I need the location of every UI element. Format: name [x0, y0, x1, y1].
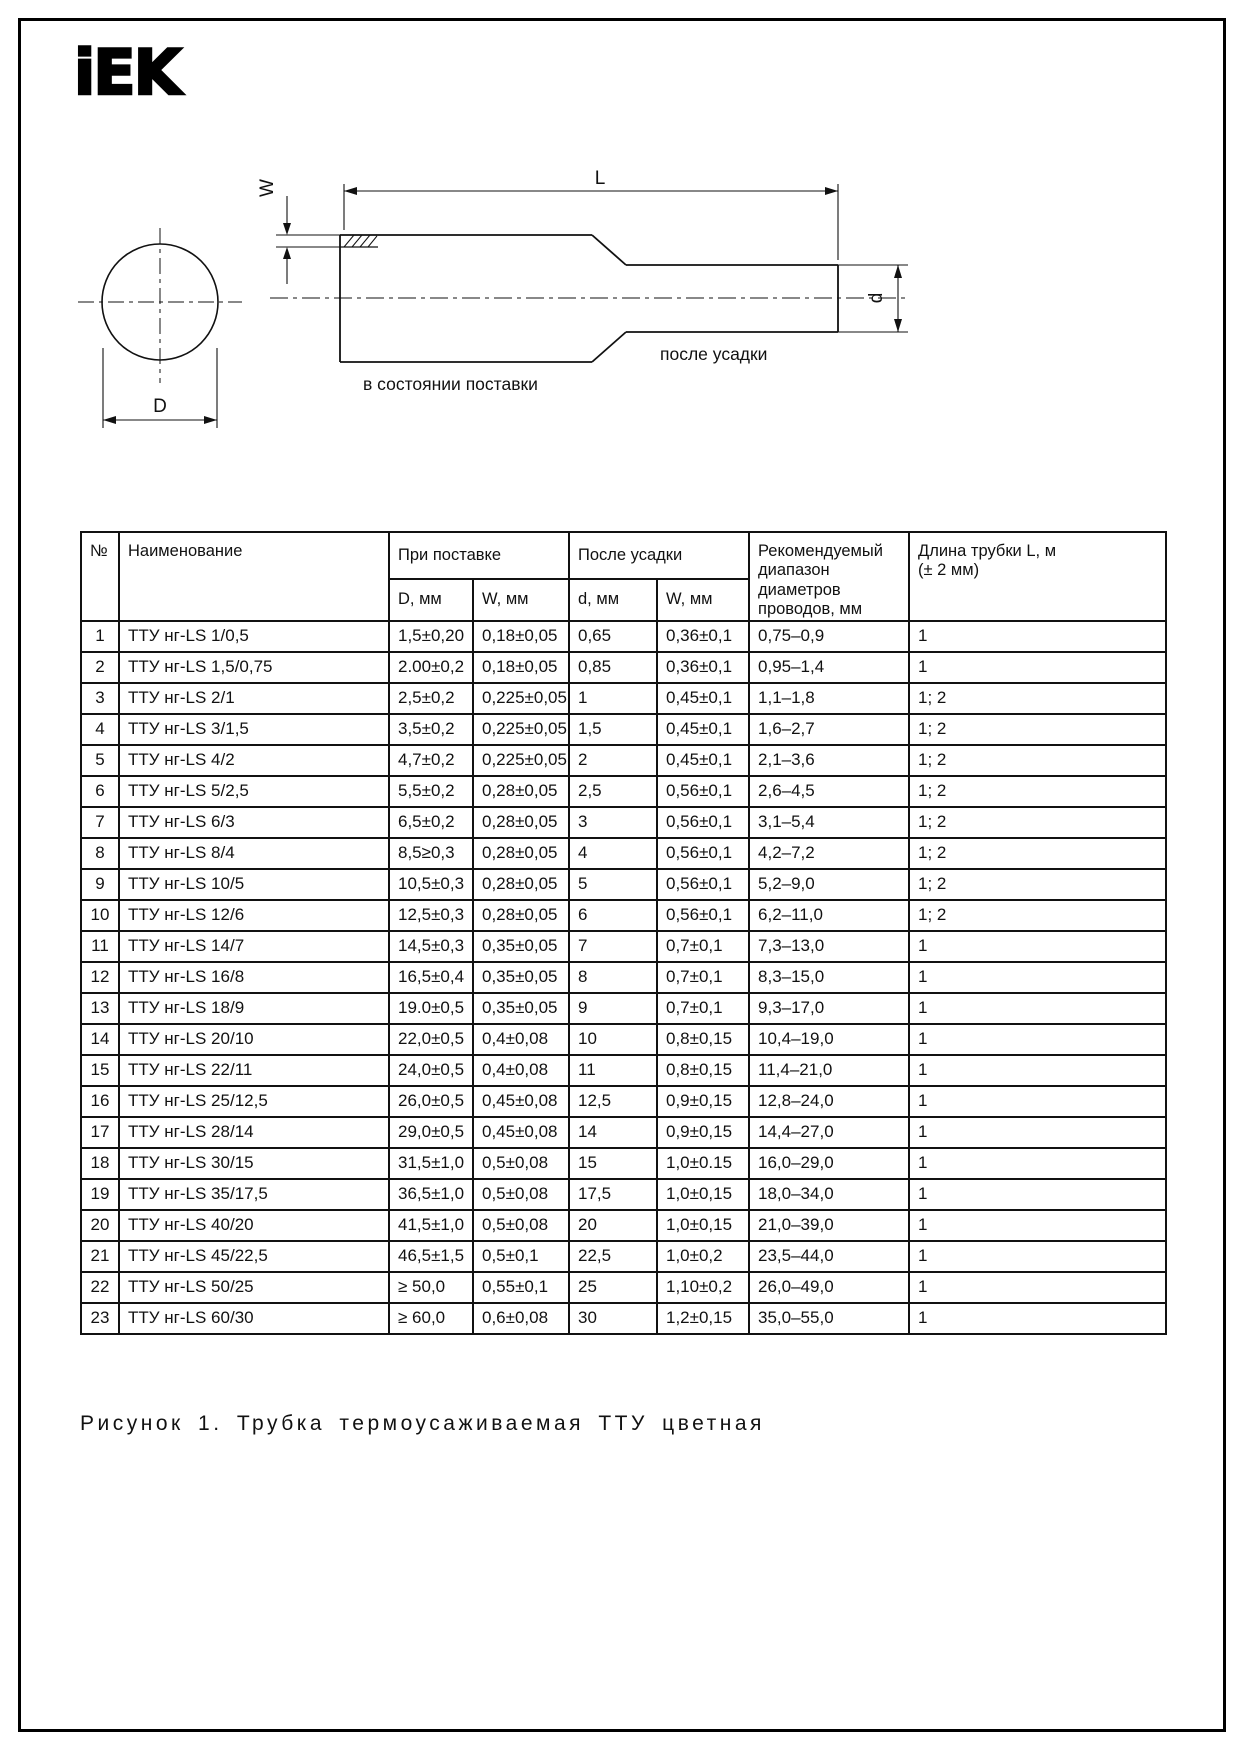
cell-length: 1; 2 — [909, 745, 1166, 776]
dimension-L — [344, 184, 838, 260]
cell-supply-w: 0,5±0,1 — [473, 1241, 569, 1272]
cell-supply-w: 0,4±0,08 — [473, 1024, 569, 1055]
cell-range: 0,75–0,9 — [749, 621, 909, 652]
table-row — [81, 1024, 1166, 1055]
table-row — [81, 1055, 1166, 1086]
table-row — [81, 900, 1166, 931]
cell-num: 11 — [81, 931, 119, 962]
cell-shrunk-d: 14 — [569, 1117, 657, 1148]
cell-shrunk-w: 1,0±0,15 — [657, 1210, 749, 1241]
cell-length: 1 — [909, 1086, 1166, 1117]
spec-table-head — [81, 532, 1166, 621]
cell-supply-w: 0,55±0,1 — [473, 1272, 569, 1303]
cell-shrunk-d: 20 — [569, 1210, 657, 1241]
cell-range: 14,4–27,0 — [749, 1117, 909, 1148]
cell-name: ТТУ нг-LS 22/11 — [119, 1055, 389, 1086]
cell-supply-w: 0,225±0,05 — [473, 683, 569, 714]
cell-num: 17 — [81, 1117, 119, 1148]
cell-num: 22 — [81, 1272, 119, 1303]
cell-name: ТТУ нг-LS 18/9 — [119, 993, 389, 1024]
table-row — [81, 776, 1166, 807]
cell-num: 15 — [81, 1055, 119, 1086]
iek-logo: iEK — [74, 36, 180, 109]
cell-supply-w: 0,18±0,05 — [473, 652, 569, 683]
cell-supply-w: 0,18±0,05 — [473, 621, 569, 652]
cell-shrunk-d: 10 — [569, 1024, 657, 1055]
tube-drawing-svg — [60, 148, 960, 448]
cell-shrunk-d: 0,85 — [569, 652, 657, 683]
cell-name: ТТУ нг-LS 28/14 — [119, 1117, 389, 1148]
cell-name: ТТУ нг-LS 14/7 — [119, 931, 389, 962]
label-d: d — [866, 292, 887, 304]
cell-length: 1 — [909, 1303, 1166, 1334]
cell-length: 1 — [909, 1024, 1166, 1055]
cell-length: 1; 2 — [909, 900, 1166, 931]
cell-num: 2 — [81, 652, 119, 683]
cell-range: 18,0–34,0 — [749, 1179, 909, 1210]
cell-length: 1 — [909, 931, 1166, 962]
cell-num: 1 — [81, 621, 119, 652]
cell-shrunk-d: 25 — [569, 1272, 657, 1303]
cell-length: 1; 2 — [909, 776, 1166, 807]
cell-num: 23 — [81, 1303, 119, 1334]
spec-table-body — [81, 621, 1166, 1334]
cell-supply-d: 6,5±0,2 — [389, 807, 473, 838]
cell-name: ТТУ нг-LS 30/15 — [119, 1148, 389, 1179]
table-row — [81, 931, 1166, 962]
cell-supply-w: 0,5±0,08 — [473, 1148, 569, 1179]
table-row — [81, 1303, 1166, 1334]
cell-shrunk-w: 0,56±0,1 — [657, 807, 749, 838]
table-row — [81, 1117, 1166, 1148]
header-supply-w: W, мм — [473, 579, 569, 621]
cell-num: 6 — [81, 776, 119, 807]
cell-length: 1 — [909, 1179, 1166, 1210]
table-row — [81, 683, 1166, 714]
table-row — [81, 1148, 1166, 1179]
cell-length: 1; 2 — [909, 683, 1166, 714]
cell-shrunk-w: 1,0±0,15 — [657, 1179, 749, 1210]
table-row — [81, 1179, 1166, 1210]
cell-num: 19 — [81, 1179, 119, 1210]
cell-length: 1 — [909, 962, 1166, 993]
cell-range: 1,1–1,8 — [749, 683, 909, 714]
cell-shrunk-d: 1,5 — [569, 714, 657, 745]
table-row — [81, 621, 1166, 652]
cell-name: ТТУ нг-LS 40/20 — [119, 1210, 389, 1241]
cell-shrunk-d: 9 — [569, 993, 657, 1024]
cell-supply-d: 36,5±1,0 — [389, 1179, 473, 1210]
cell-range: 6,2–11,0 — [749, 900, 909, 931]
cell-range: 12,8–24,0 — [749, 1086, 909, 1117]
cell-shrunk-d: 30 — [569, 1303, 657, 1334]
cell-shrunk-w: 0,8±0,15 — [657, 1024, 749, 1055]
cell-supply-w: 0,5±0,08 — [473, 1179, 569, 1210]
header-range: Рекомендуемый диапазон диаметров проводов, мм — [749, 532, 909, 621]
cell-range: 11,4–21,0 — [749, 1055, 909, 1086]
cell-supply-d: ≥ 50,0 — [389, 1272, 473, 1303]
cell-range: 2,6–4,5 — [749, 776, 909, 807]
table-row — [81, 838, 1166, 869]
cell-supply-d: 12,5±0,3 — [389, 900, 473, 931]
cell-length: 1 — [909, 1117, 1166, 1148]
cell-name: ТТУ нг-LS 50/25 — [119, 1272, 389, 1303]
header-shrunk-group: После усадки — [569, 532, 749, 579]
cell-name: ТТУ нг-LS 8/4 — [119, 838, 389, 869]
header-length — [909, 532, 1166, 621]
table-row — [81, 807, 1166, 838]
cell-range: 4,2–7,2 — [749, 838, 909, 869]
cell-length: 1 — [909, 1055, 1166, 1086]
cell-supply-w: 0,28±0,05 — [473, 869, 569, 900]
cell-supply-w: 0,28±0,05 — [473, 838, 569, 869]
cell-shrunk-w: 0,56±0,1 — [657, 776, 749, 807]
label-after-shrink: после усадки — [660, 344, 768, 364]
cell-shrunk-w: 1,2±0,15 — [657, 1303, 749, 1334]
cell-supply-w: 0,6±0,08 — [473, 1303, 569, 1334]
cell-num: 21 — [81, 1241, 119, 1272]
label-W: W — [257, 179, 278, 197]
cell-shrunk-w: 0,45±0,1 — [657, 714, 749, 745]
header-supply-d: D, мм — [389, 579, 473, 621]
header-length-line1: Длина трубки L, м — [918, 542, 1057, 560]
table-row — [81, 652, 1166, 683]
cell-shrunk-d: 8 — [569, 962, 657, 993]
cell-supply-d: 26,0±0,5 — [389, 1086, 473, 1117]
cell-shrunk-w: 0,36±0,1 — [657, 652, 749, 683]
cell-num: 7 — [81, 807, 119, 838]
cell-supply-d: 8,5≥0,3 — [389, 838, 473, 869]
cell-supply-d: 1,5±0,20 — [389, 621, 473, 652]
cell-shrunk-w: 0,7±0,1 — [657, 931, 749, 962]
cell-shrunk-d: 5 — [569, 869, 657, 900]
cell-shrunk-w: 0,9±0,15 — [657, 1086, 749, 1117]
cell-shrunk-w: 1,0±0,2 — [657, 1241, 749, 1272]
cell-range: 1,6–2,7 — [749, 714, 909, 745]
cell-shrunk-w: 0,7±0,1 — [657, 962, 749, 993]
cell-supply-w: 0,4±0,08 — [473, 1055, 569, 1086]
cell-shrunk-w: 0,36±0,1 — [657, 621, 749, 652]
cell-range: 23,5–44,0 — [749, 1241, 909, 1272]
cell-shrunk-w: 0,8±0,15 — [657, 1055, 749, 1086]
cell-supply-d: 3,5±0,2 — [389, 714, 473, 745]
cell-supply-d: 4,7±0,2 — [389, 745, 473, 776]
table-row — [81, 1241, 1166, 1272]
cell-length: 1; 2 — [909, 869, 1166, 900]
cell-shrunk-w: 1,10±0,2 — [657, 1272, 749, 1303]
cell-supply-w: 0,35±0,05 — [473, 931, 569, 962]
cell-length: 1 — [909, 1241, 1166, 1272]
cell-num: 3 — [81, 683, 119, 714]
cell-name: ТТУ нг-LS 4/2 — [119, 745, 389, 776]
header-supply-group: При поставке — [389, 532, 569, 579]
cell-shrunk-d: 6 — [569, 900, 657, 931]
cell-num: 20 — [81, 1210, 119, 1241]
cell-range: 7,3–13,0 — [749, 931, 909, 962]
cell-range: 35,0–55,0 — [749, 1303, 909, 1334]
cell-length: 1; 2 — [909, 807, 1166, 838]
cell-length: 1 — [909, 993, 1166, 1024]
cell-name: ТТУ нг-LS 45/22,5 — [119, 1241, 389, 1272]
cell-num: 4 — [81, 714, 119, 745]
cell-shrunk-d: 15 — [569, 1148, 657, 1179]
cell-num: 12 — [81, 962, 119, 993]
figure-caption: Рисунок 1. Трубка термоусаживаемая ТТУ цветная — [80, 1412, 765, 1435]
cell-shrunk-w: 0,56±0,1 — [657, 900, 749, 931]
cell-supply-d: ≥ 60,0 — [389, 1303, 473, 1334]
cell-supply-d: 5,5±0,2 — [389, 776, 473, 807]
cell-supply-d: 24,0±0,5 — [389, 1055, 473, 1086]
cell-supply-w: 0,45±0,08 — [473, 1086, 569, 1117]
cell-supply-d: 46,5±1,5 — [389, 1241, 473, 1272]
cell-num: 8 — [81, 838, 119, 869]
cell-name: ТТУ нг-LS 20/10 — [119, 1024, 389, 1055]
cell-num: 16 — [81, 1086, 119, 1117]
cell-supply-w: 0,35±0,05 — [473, 993, 569, 1024]
header-shrunk-w: W, мм — [657, 579, 749, 621]
cell-length: 1 — [909, 652, 1166, 683]
cell-range: 21,0–39,0 — [749, 1210, 909, 1241]
cell-range: 16,0–29,0 — [749, 1148, 909, 1179]
cell-shrunk-w: 0,9±0,15 — [657, 1117, 749, 1148]
table-row — [81, 962, 1166, 993]
cell-supply-d: 2,5±0,2 — [389, 683, 473, 714]
cell-num: 9 — [81, 869, 119, 900]
cell-supply-d: 22,0±0,5 — [389, 1024, 473, 1055]
header-length-line2: (± 2 мм) — [918, 561, 980, 580]
cell-shrunk-d: 7 — [569, 931, 657, 962]
cell-length: 1 — [909, 1148, 1166, 1179]
cell-shrunk-d: 1 — [569, 683, 657, 714]
technical-drawing — [60, 148, 960, 448]
cell-shrunk-d: 2 — [569, 745, 657, 776]
cell-shrunk-d: 4 — [569, 838, 657, 869]
dimension-W — [276, 196, 340, 284]
table-row — [81, 1086, 1166, 1117]
cell-supply-w: 0,28±0,05 — [473, 776, 569, 807]
cell-name: ТТУ нг-LS 25/12,5 — [119, 1086, 389, 1117]
cell-num: 14 — [81, 1024, 119, 1055]
cell-shrunk-w: 0,45±0,1 — [657, 683, 749, 714]
cell-length: 1 — [909, 621, 1166, 652]
header-shrunk-d: d, мм — [569, 579, 657, 621]
cell-supply-d: 41,5±1,0 — [389, 1210, 473, 1241]
cell-name: ТТУ нг-LS 10/5 — [119, 869, 389, 900]
cell-num: 10 — [81, 900, 119, 931]
label-D: D — [153, 396, 167, 417]
cell-shrunk-d: 22,5 — [569, 1241, 657, 1272]
table-row — [81, 1272, 1166, 1303]
cell-range: 3,1–5,4 — [749, 807, 909, 838]
cell-supply-d: 2.00±0,2 — [389, 652, 473, 683]
cell-supply-w: 0,225±0,05 — [473, 745, 569, 776]
cell-supply-w: 0,28±0,05 — [473, 807, 569, 838]
cell-supply-d: 10,5±0,3 — [389, 869, 473, 900]
cell-name: ТТУ нг-LS 2/1 — [119, 683, 389, 714]
wall-hatching — [344, 235, 377, 247]
cell-shrunk-d: 12,5 — [569, 1086, 657, 1117]
cell-supply-w: 0,45±0,08 — [473, 1117, 569, 1148]
cell-range: 9,3–17,0 — [749, 993, 909, 1024]
cell-length: 1; 2 — [909, 838, 1166, 869]
cell-name: ТТУ нг-LS 60/30 — [119, 1303, 389, 1334]
header-name: Наименование — [119, 532, 389, 621]
label-L: L — [594, 168, 606, 189]
cell-supply-w: 0,5±0,08 — [473, 1210, 569, 1241]
table-row — [81, 993, 1166, 1024]
cell-supply-d: 31,5±1,0 — [389, 1148, 473, 1179]
cell-shrunk-w: 0,45±0,1 — [657, 745, 749, 776]
cell-supply-d: 19.0±0,5 — [389, 993, 473, 1024]
cell-range: 10,4–19,0 — [749, 1024, 909, 1055]
cell-name: ТТУ нг-LS 12/6 — [119, 900, 389, 931]
cell-shrunk-w: 0,56±0,1 — [657, 869, 749, 900]
cell-name: ТТУ нг-LS 5/2,5 — [119, 776, 389, 807]
cell-name: ТТУ нг-LS 1,5/0,75 — [119, 652, 389, 683]
cell-name: ТТУ нг-LS 16/8 — [119, 962, 389, 993]
cell-shrunk-d: 2,5 — [569, 776, 657, 807]
cell-shrunk-w: 0,56±0,1 — [657, 838, 749, 869]
cell-range: 26,0–49,0 — [749, 1272, 909, 1303]
cell-range: 8,3–15,0 — [749, 962, 909, 993]
table-row — [81, 745, 1166, 776]
cell-supply-d: 14,5±0,3 — [389, 931, 473, 962]
cell-length: 1 — [909, 1210, 1166, 1241]
cell-shrunk-d: 17,5 — [569, 1179, 657, 1210]
cell-name: ТТУ нг-LS 6/3 — [119, 807, 389, 838]
cell-name: ТТУ нг-LS 1/0,5 — [119, 621, 389, 652]
cell-name: ТТУ нг-LS 35/17,5 — [119, 1179, 389, 1210]
cell-num: 13 — [81, 993, 119, 1024]
label-as-supplied: в состоянии поставки — [363, 374, 538, 394]
cell-num: 5 — [81, 745, 119, 776]
cell-shrunk-w: 1,0±0.15 — [657, 1148, 749, 1179]
cell-range: 2,1–3,6 — [749, 745, 909, 776]
cell-range: 0,95–1,4 — [749, 652, 909, 683]
cell-num: 18 — [81, 1148, 119, 1179]
table-row — [81, 1210, 1166, 1241]
cell-supply-w: 0,225±0,05 — [473, 714, 569, 745]
table-row — [81, 869, 1166, 900]
cell-supply-d: 29,0±0,5 — [389, 1117, 473, 1148]
cell-length: 1 — [909, 1272, 1166, 1303]
cell-supply-d: 16,5±0,4 — [389, 962, 473, 993]
cell-supply-w: 0,28±0,05 — [473, 900, 569, 931]
cell-name: ТТУ нг-LS 3/1,5 — [119, 714, 389, 745]
header-num: № — [81, 532, 119, 621]
spec-table — [80, 531, 1167, 1335]
cell-range: 5,2–9,0 — [749, 869, 909, 900]
cell-shrunk-d: 3 — [569, 807, 657, 838]
cell-supply-w: 0,35±0,05 — [473, 962, 569, 993]
spec-table-container — [80, 531, 1165, 1335]
table-row — [81, 714, 1166, 745]
cell-shrunk-w: 0,7±0,1 — [657, 993, 749, 1024]
cell-length: 1; 2 — [909, 714, 1166, 745]
cell-shrunk-d: 0,65 — [569, 621, 657, 652]
cell-shrunk-d: 11 — [569, 1055, 657, 1086]
